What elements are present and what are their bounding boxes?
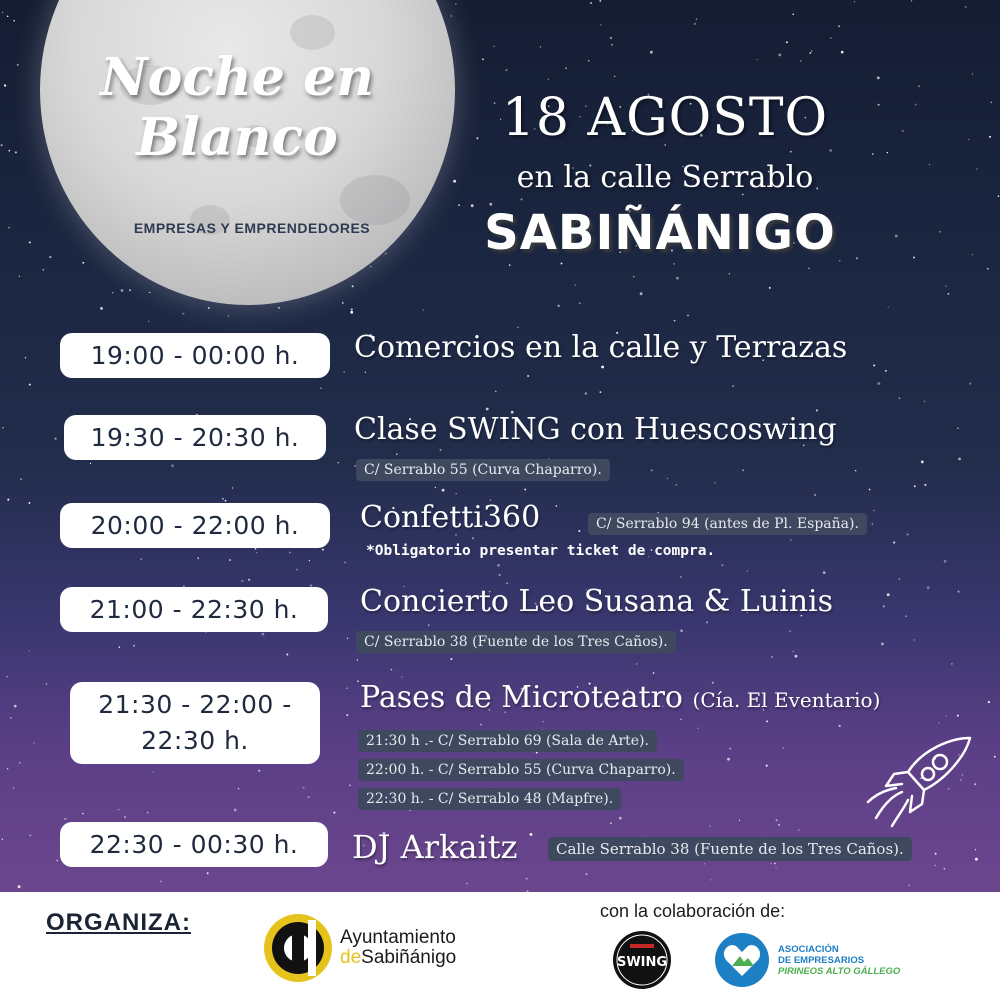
ayuntamiento-town: Sabiñánigo bbox=[361, 947, 457, 968]
ayuntamiento-line1: Ayuntamiento bbox=[340, 927, 456, 948]
event-street: en la calle Serrablo bbox=[516, 160, 814, 195]
swing-logo-icon bbox=[612, 930, 672, 990]
location-tag: 22:00 h. - C/ Serrablo 55 (Curva Chaparro). bbox=[358, 759, 684, 781]
time-pill: 21:00 - 22:30 h. bbox=[60, 587, 328, 632]
location-tag: Calle Serrablo 38 (Fuente de los Tres Caños). bbox=[548, 837, 912, 861]
rocket-icon bbox=[862, 732, 977, 832]
time-pill-line2: 22:30 h. bbox=[141, 726, 249, 755]
asociacion-line2: DE EMPRESARIOS bbox=[778, 955, 865, 966]
time-pill: 19:00 - 00:00 h. bbox=[60, 333, 330, 378]
ayuntamiento-de: de bbox=[340, 947, 362, 968]
ayuntamiento-name bbox=[340, 928, 456, 968]
time-pill-line1: 21:30 - 22:00 - bbox=[98, 690, 292, 719]
event-name: Clase SWING con Huescoswing bbox=[354, 412, 837, 447]
location-tag: C/ Serrablo 38 (Fuente de los Tres Caños). bbox=[356, 631, 676, 653]
ayuntamiento-logo-icon bbox=[262, 912, 334, 984]
organiza-label: ORGANIZA: bbox=[46, 909, 191, 936]
collab-label: con la colaboración de: bbox=[600, 901, 786, 921]
event-title-line1: Noche en bbox=[100, 47, 374, 108]
asociacion-line3: PIRINEOS ALTO GÁLLEGO bbox=[778, 966, 901, 977]
event-name: Comercios en la calle y Terrazas bbox=[354, 330, 848, 365]
asociacion-name bbox=[778, 944, 900, 977]
event-title-line2: Blanco bbox=[136, 107, 338, 168]
ayuntamiento-line2 bbox=[340, 948, 456, 968]
location-tag: 22:30 h. - C/ Serrablo 48 (Mapfre). bbox=[358, 788, 621, 810]
event-name-extra: (Cía. El Eventario) bbox=[692, 688, 881, 712]
location-tag: C/ Serrablo 94 (antes de Pl. España). bbox=[588, 513, 867, 535]
event-name: DJ Arkaitz bbox=[352, 828, 518, 866]
location-tag: C/ Serrablo 55 (Curva Chaparro). bbox=[356, 459, 610, 481]
time-pill: 22:30 - 00:30 h. bbox=[60, 822, 328, 867]
event-title bbox=[52, 48, 422, 168]
ticket-note: *Obligatorio presentar ticket de compra. bbox=[366, 543, 716, 559]
event-date: 18 AGOSTO bbox=[501, 88, 829, 148]
time-pill: 19:30 - 20:30 h. bbox=[64, 415, 326, 460]
event-name-main: Pases de Microteatro bbox=[360, 680, 683, 715]
asociacion-line1: ASOCIACIÓN bbox=[778, 944, 839, 955]
event-subtitle: EMPRESAS Y EMPRENDEDORES bbox=[133, 220, 371, 236]
asociacion-heart-logo-icon bbox=[714, 932, 770, 988]
event-name: Confetti360 bbox=[360, 500, 541, 535]
time-pill bbox=[70, 682, 320, 764]
event-name bbox=[360, 680, 880, 715]
time-pill: 20:00 - 22:00 h. bbox=[60, 503, 330, 548]
footer bbox=[0, 892, 1000, 1000]
event-town: SABIÑÁNIGO bbox=[484, 205, 836, 261]
location-tag: 21:30 h .- C/ Serrablo 69 (Sala de Arte). bbox=[358, 730, 657, 752]
swing-logo-text: SWING bbox=[616, 955, 668, 970]
event-name: Concierto Leo Susana & Luinis bbox=[360, 584, 834, 619]
